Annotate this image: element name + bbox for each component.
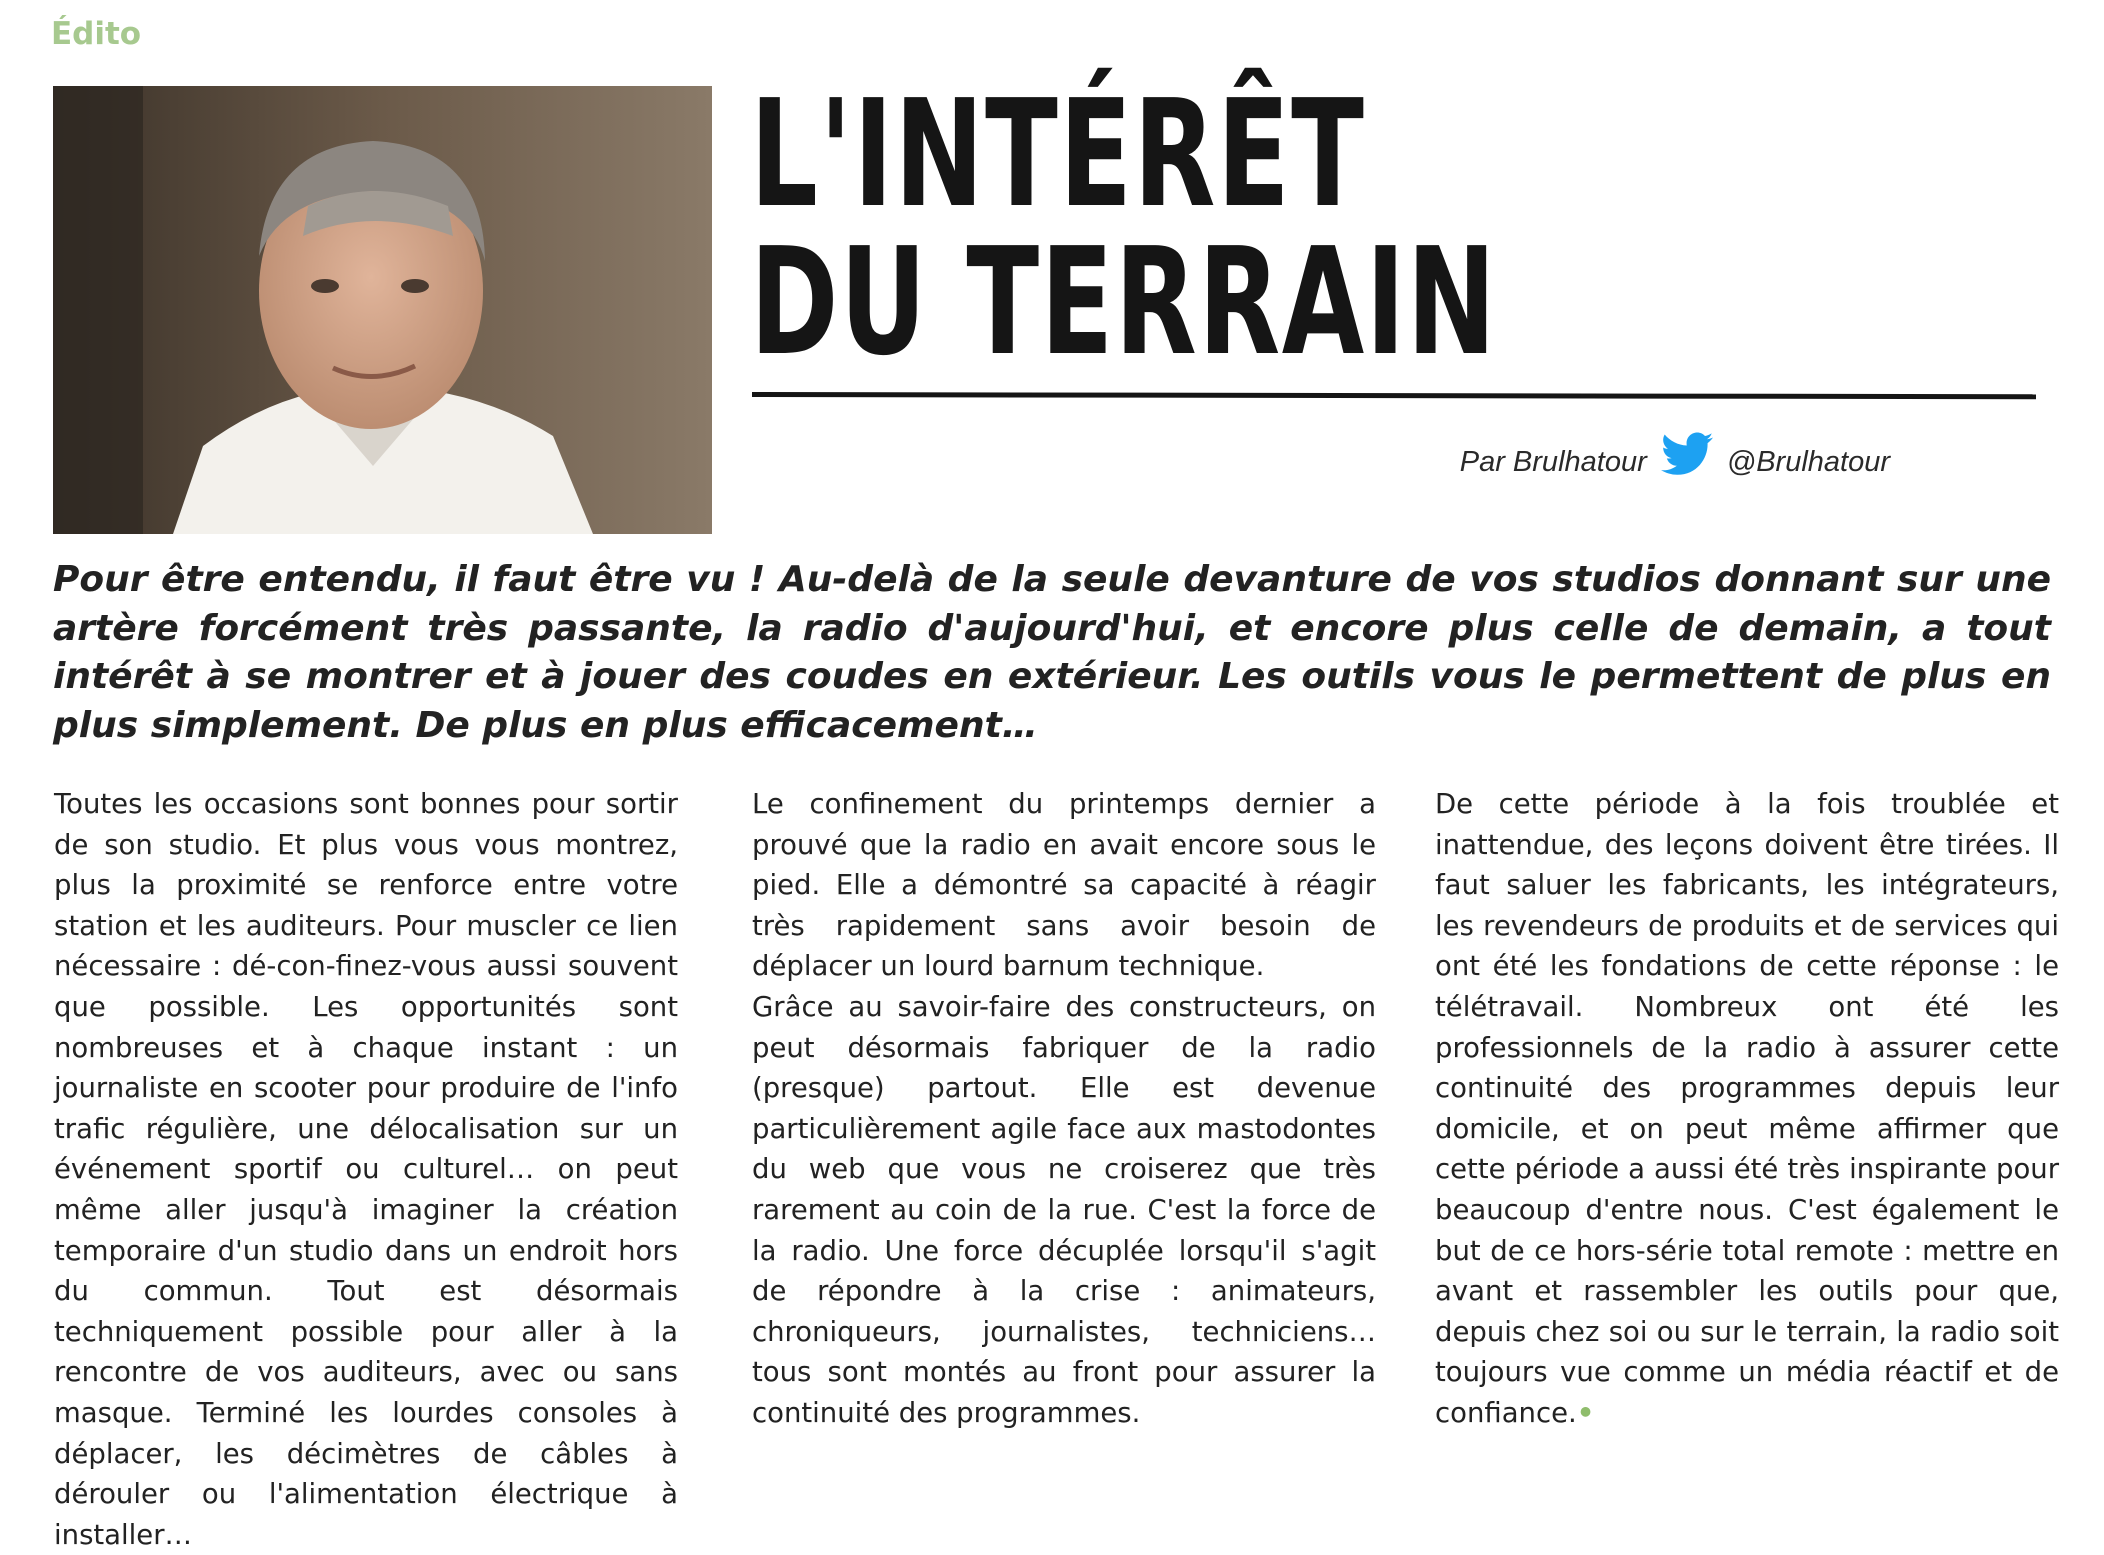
author-name: Par Brulhatour bbox=[1459, 446, 1647, 478]
column-2-paragraph-1: Le confinement du printemps dernier a prouvé que la radio en avait encore sous le pied. Elle a démontré sa capacité à réagir très rapidement sans avoir besoin de déplacer un lourd barnum technique. bbox=[752, 788, 1376, 983]
section-label: Édito bbox=[51, 16, 142, 52]
column-3-text: De cette période à la fois troublée et inattendue, des leçons doivent être tirées. Il faut saluer les fabricants, les intégrateurs, les revendeurs de produits et de services qui ont été les fondations de cette réponse : le télétravail. Nombreux ont été les professionnels de la radio à assurer cette continuité des programmes depuis leur domicile, et on peut même affirmer que cette période a aussi été très inspirante pour beaucoup d'entre nous. C'est également le but de ce hors-série total remote : mettre en avant et rassembler les outils pour que, depuis chez soi ou sur le terrain, la radio soit toujours vue comme un média réactif et de confiance. bbox=[1435, 788, 2059, 1429]
twitter-handle: @Brulhatour bbox=[1726, 446, 1890, 478]
column-2-paragraph-2: Grâce au savoir-faire des constructeurs, on peut désormais fabriquer de la radio (presque) partout. Elle est devenue particulièrement agile face aux mastodontes du web que vous ne croiserez que très rarement au coin de la rue. C'est la force de la radio. Une force décuplée lorsqu'il s'agit de répondre à la crise : animateurs, chroniqueurs, journalistes, techniciens… tous sont montés au front pour assurer la continuité des programmes. bbox=[752, 990, 1376, 1429]
headline-line-2: DU TERRAIN bbox=[750, 216, 1498, 388]
end-mark: • bbox=[1576, 1396, 1595, 1429]
headline-divider bbox=[752, 392, 2036, 399]
column-1-paragraph: Toutes les occasions sont bonnes pour sortir de son studio. Et plus vous vous montrez, plus la proximité se renforce entre votre station et les auditeurs. Pour muscler ce lien nécessaire : dé-con-finez-vous aussi souvent que possible. Les opportunités sont nombreuses et à chaque instant : un journaliste en scooter pour produire de l'info trafic régulière, une délocalisation sur un événement sportif ou culturel… on peut même aller jusqu'à imaginer la création temporaire d'un studio dans un endroit hors du commun. Tout est désormais techniquement possible pour aller à la rencontre de vos auditeurs, avec ou sans masque. Terminé les lourdes consoles à déplacer, les décimètres de câbles à dérouler ou l'alimentation électrique à installer… bbox=[54, 788, 678, 1551]
byline bbox=[1460, 446, 1890, 479]
article-column-1 bbox=[54, 784, 678, 1555]
headline bbox=[750, 68, 1498, 388]
article-column-3 bbox=[1435, 784, 2059, 1434]
article-column-2 bbox=[752, 784, 1376, 1434]
column-3-paragraph bbox=[1435, 784, 2059, 1434]
author-photo bbox=[53, 86, 712, 534]
twitter-bird-icon bbox=[1661, 431, 1713, 477]
headline-line-1: L'INTÉRÊT bbox=[750, 68, 1366, 240]
lead-paragraph: Pour être entendu, il faut être vu ! Au-delà de la seule devanture de vos studios donnant sur une artère forcément très passante, la radio d'aujourd'hui, et encore plus celle de demain, a tout intérêt à se montrer et à jouer des coudes en extérieur. Les outils vous le permettent de plus en plus simplement. De plus en plus efficacement… bbox=[53, 559, 2051, 746]
